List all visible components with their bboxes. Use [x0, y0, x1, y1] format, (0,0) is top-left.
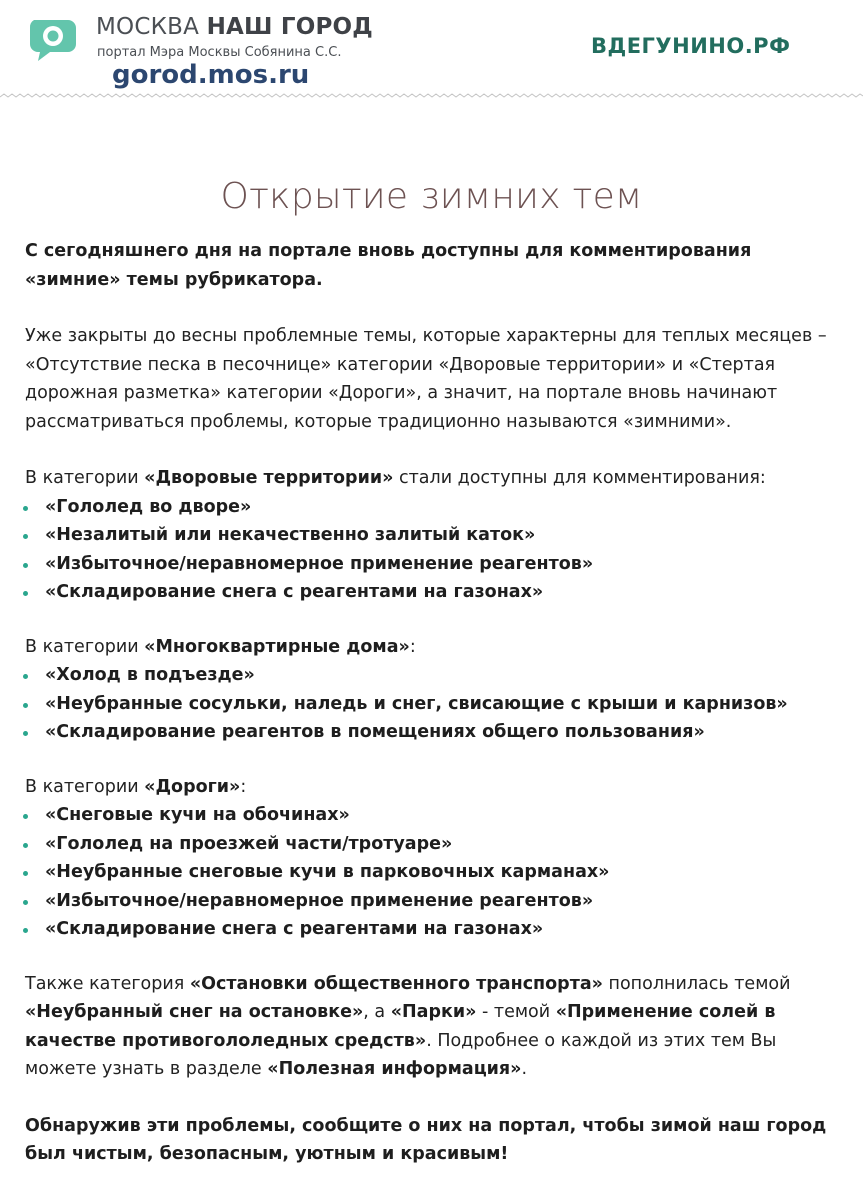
list-item: «Холод в подъезде» — [25, 661, 840, 690]
brand-url: gorod.mos.ru — [112, 60, 310, 90]
list-item: «Избыточное/неравномерное применение реагентов» — [25, 887, 840, 916]
list-item: «Незалитый или некачественно залитый каток» — [25, 521, 840, 550]
list-item: «Складирование реагентов в помещениях общего пользования» — [25, 718, 840, 747]
section-heading-roads: В категории «Дороги»: — [25, 776, 247, 797]
section-heading-yards: В категории «Дворовые территории» стали доступны для комментирования: — [25, 468, 766, 488]
section-list-yards — [25, 493, 840, 607]
list-item: «Гололед на проезжей части/тротуаре» — [25, 830, 840, 859]
site-label: ВДЕГУНИНО.РФ — [591, 34, 791, 58]
additional-topics-paragraph: Также категория «Остановки общественного транспорта» пополнилась темой «Неубранный снег на остановке», а «Парки» - темой «Применение солей в качестве противогололедных средств». Подробнее о каждой из этих тем Вы можете узнать в разделе «Полезная информация». — [25, 973, 791, 1079]
list-item: «Снеговые кучи на обочинах» — [25, 801, 840, 830]
article-title: Открытие зимних тем — [220, 176, 643, 218]
call-to-action-paragraph: Обнаружив эти проблемы, сообщите о них на портал, чтобы зимой наш город был чистым, безопасным, уютным и красивым! — [25, 1115, 827, 1164]
intro-paragraph: С сегодняшнего дня на портале вновь доступны для комментирования «зимние» темы рубрикатора. — [25, 241, 752, 290]
list-item: «Избыточное/неравномерное применение реагентов» — [25, 550, 840, 579]
list-item: «Неубранные сосульки, наледь и снег, свисающие с крыши и карнизов» — [25, 690, 840, 719]
list-item: «Складирование снега с реагентами на газонах» — [25, 915, 840, 944]
closed-topics-paragraph: Уже закрыты до весны проблемные темы, которые характерны для теплых месяцев – «Отсутствие песка в песочнице» категории «Дворовые территории» и «Стертая дорожная разметка» категории «Дороги», а значит, на портале вновь начинают рассматриваться проблемы, которые традиционно называются «зимними». — [25, 326, 827, 432]
brand-name: МОСКВА НАШ ГОРОД — [96, 14, 373, 40]
list-item: «Гололед во дворе» — [25, 493, 840, 522]
section-heading-apartments: В категории «Многоквартирные дома»: — [25, 636, 416, 657]
speech-bubble-logo-icon — [28, 16, 78, 62]
brand-subtitle: портал Мэра Москвы Собянина С.С. — [97, 45, 342, 60]
article-body — [25, 237, 840, 1169]
list-item: «Неубранные снеговые кучи в парковочных карманах» — [25, 858, 840, 887]
section-list-roads — [25, 801, 840, 944]
zigzag-divider — [0, 92, 863, 100]
page-header — [0, 0, 863, 100]
list-item: «Складирование снега с реагентами на газонах» — [25, 578, 840, 607]
section-list-apartments — [25, 661, 840, 747]
